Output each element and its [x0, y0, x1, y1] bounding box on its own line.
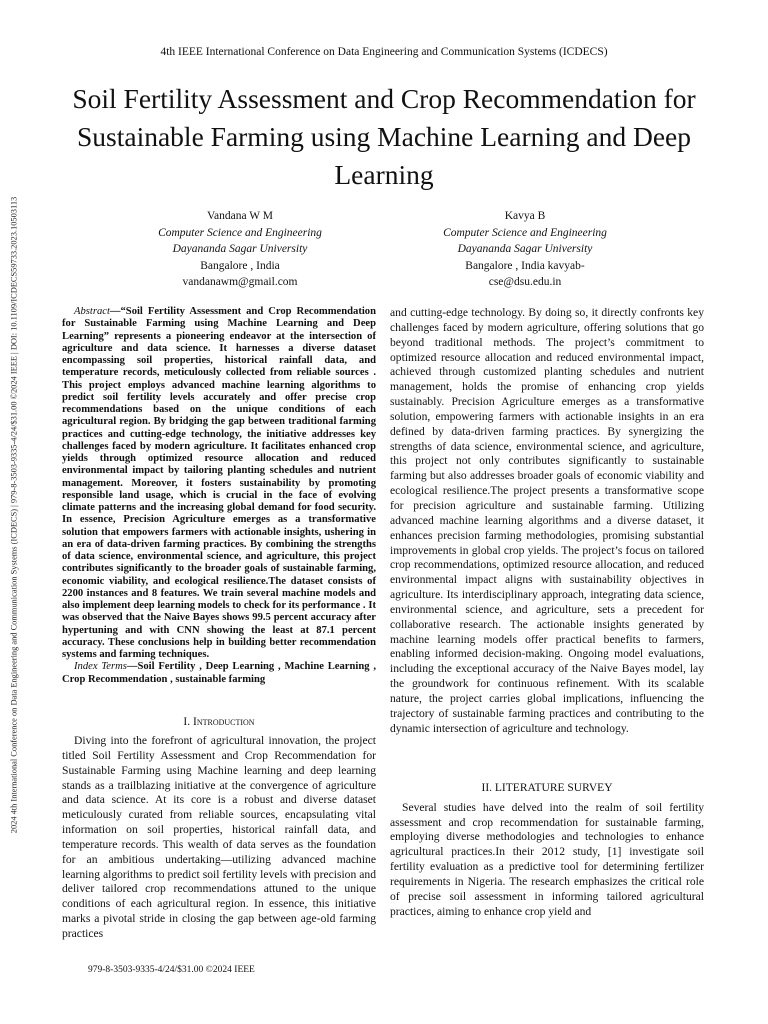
index-terms-label: Index Terms [74, 661, 127, 673]
right-column [390, 306, 704, 919]
section-heading-introduction [62, 716, 376, 728]
introduction-text: Diving into the forefront of agricultural innovation, the project titled Soil Fertility Assessment and Crop Recommendation for Sustainable Farming using Machine learning and deep learning stands as a trailblazing initiative at the convergence of agriculture and data science. At its core is a robust and diverse dataset meticulously curated from reliable sources, encapsulating vital information on soil properties, historical rainfall data, and temperature records. This wealth of data serves as the foundation for an ambitious undertaking—utilizing advanced machine learning algorithms to predict soil fertility levels with precision and deliver tailored crop recommendations attuned to the unique conditions of each agricultural region. In essence, this initiative marks a pivotal stride in closing the gap between age-old farming practices [62, 734, 376, 940]
abstract [62, 306, 376, 661]
author-email: cse@dsu.edu.in [488, 276, 562, 288]
author-block-1 [120, 208, 360, 291]
author-name: Kavya B [504, 210, 546, 222]
conference-header: 4th IEEE International Conference on Data Engineering and Communication Systems (ICDECS) [160, 46, 608, 58]
abstract-label: Abstract [74, 306, 110, 317]
index-terms-text: —Soil Fertility , Deep Learning , Machine Learning , Crop Recommendation , sustainable farming [62, 661, 376, 685]
side-doi-text: 2024 4th International Conference on Data Engineering and Communication Systems (ICDECS) | 979-8-3503-9335-4/24/$31.00 ©2024 IEEE | DOI: 10.1109/ICDECS59733.2023.10503113 [9, 196, 19, 834]
abstract-text: —“Soil Fertility Assessment and Crop Recommendation for Sustainable Farming using Machine Learning and Deep Learning” represents a pioneering endeavor at the intersection of agriculture and data science. It harnesses a diverse dataset encompassing soil properties, historical rainfall data, and temperature records, meticulously collected from reliable sources . This project employs advanced machine learning algorithms to predict soil fertility levels accurately and offer precise crop recommendations based on the unique conditions of each agricultural region. By bridging the gap between traditional farming practices and cutting-edge technology, the initiative addresses key challenges faced by modern agriculture. It facilitates enhanced crop yields through optimized resource allocation and reduced environmental impact by tailoring planting schedules and nutrient management. Moreover, it fosters sustainability by promoting responsible land usage, which is crucial in the face of evolving climate patterns and the increasing global demand for food security. In essence, Precision Agriculture emerges as a transformative solution that empowers farmers with actionable insights, ushering in an era of data-driven farming practices. By combining the strengths of data science, environmental science, and agriculture, this project contributes significantly to the broader goals of sustainable farming, economic viability, and ecological resilience.The dataset consists of 2200 instances and 8 features. We train several machine models and also implement deep learning models to check for its performance . It was observed that the Naive Bayes shows 99.5 percent accuracy after hypertuning and with CNN showing the least at 87.1 percent accuracy. These conclusions help in building better recommendation systems and farming techniques. [62, 306, 376, 660]
introduction-continuation: and cutting-edge technology. By doing so, it directly confronts key challenges faced by modern agriculture, offering solutions that go beyond traditional methods. The project’s commitment to optimized resource allocation and reduced environmental impact, achieved through customized planting schedules and nutrient management, holds the promise of enhancing crop yields sustainably. Precision Agriculture emerges as a transformative solution, empowering farmers with actionable insights in an era defined by data-driven farming practices. By synergizing the strengths of data science, environmental science, and agriculture, this project not only contributes significantly to sustainable farming but also addresses broader goals of economic viability and ecological resilience.The project presents a transformative scope for precision agriculture and sustainable farming. Utilizing advanced machine learning algorithms and a diverse dataset, it enhances precision farming methodologies, promising substantial improvements in global crop yields. The project’s focus on tailored crop recommendations, optimized resource allocation, and reduced environmental impact aligns with sustainability objectives in agriculture. Its interdisciplinary approach, integrating data science, environmental science, and agriculture, sets a precedent for collaborative research. The actionable insights generated by machine learning models offer practical benefits to farmers, enabling informed decision-making. Ongoing model evaluations, including the exceptional accuracy of the Naive Bayes model, lay the groundwork for continuous refinement. With its scalable nature, the project carries global implications, influencing the trajectory of sustainable farming practices and contributing to the dynamic intersection of agriculture and technology. [390, 306, 704, 735]
paper-title: Soil Fertility Assessment and Crop Recommendation for Sustainable Farming using Machine Learning and Deep Learning [72, 83, 696, 190]
author-email: vandanawm@gmail.com [182, 276, 298, 288]
author-block-2 [400, 208, 650, 291]
left-column [62, 306, 376, 942]
author-location: Bangalore , India [200, 259, 280, 272]
author-location: Bangalore , India kavyab- [465, 259, 585, 272]
section-numeral: I. [183, 715, 193, 728]
author-name: Vandana W M [206, 210, 273, 222]
section-title: Introduction [192, 715, 255, 728]
author-university: Dayananda Sagar University [172, 243, 308, 255]
index-terms [62, 661, 376, 686]
author-dept: Computer Science and Engineering [158, 226, 322, 239]
literature-survey-text: Several studies have delved into the realm of soil fertility assessment and crop recommendation for sustainable farming, employing diverse methodologies and technologies to enhance agricultural practices.In their 2012 study, [1] investigate soil fertility evaluation as a predictive tool for determining fertilizer requirements in Nigeria. The research emphasizes the critical role of precise soil assessment in informing tailored agricultural practices, aiming to enhance crop yield and [390, 800, 704, 918]
author-dept: Computer Science and Engineering [443, 226, 607, 239]
author-university: Dayananda Sagar University [457, 243, 593, 255]
footer-copyright: 979-8-3503-9335-4/24/$31.00 ©2024 IEEE [88, 965, 255, 975]
section-heading-literature-survey: II. LITERATURE SURVEY [481, 782, 613, 795]
side-doi-strip [7, 120, 21, 910]
